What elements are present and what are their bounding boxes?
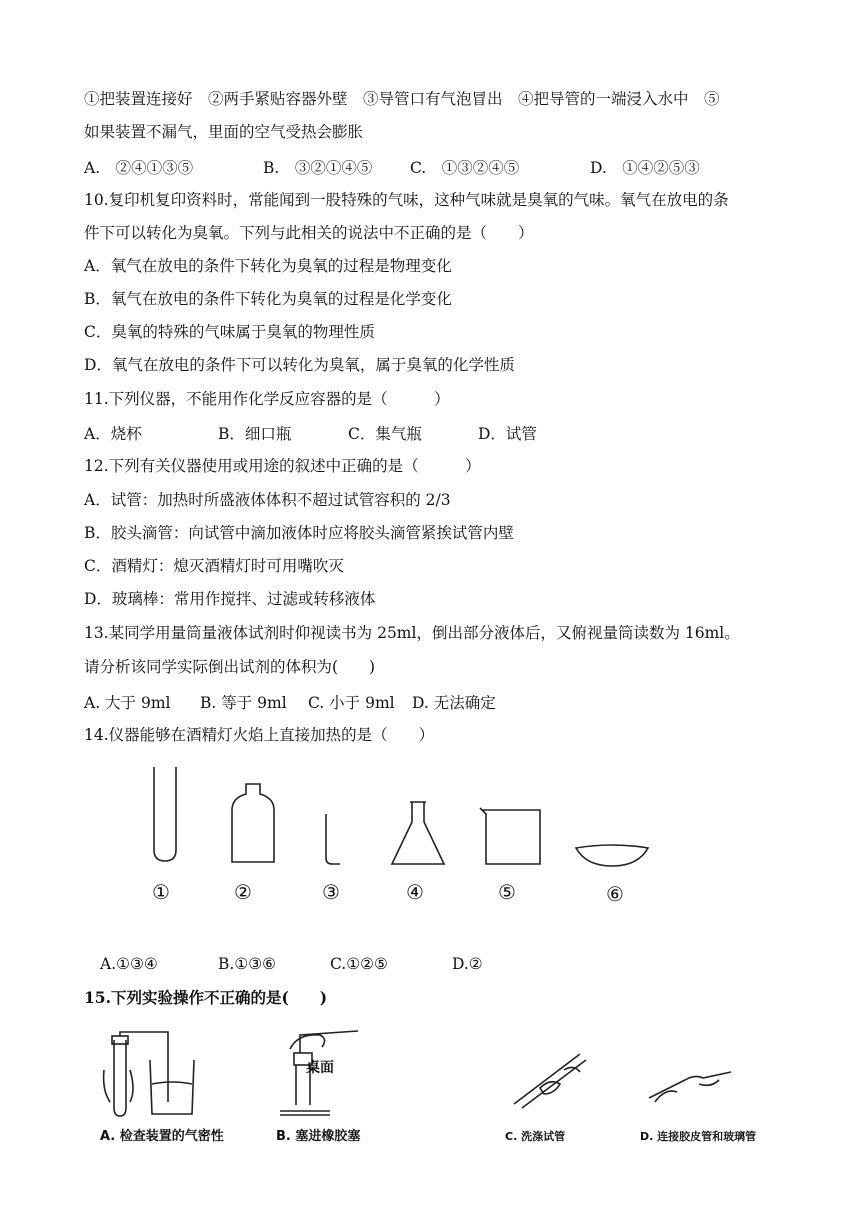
q12-stem: 12.下列有关仪器使用或用途的叙述中正确的是（ ）: [84, 457, 481, 475]
q15-caption-c: C. 洗涤试管: [505, 1130, 566, 1143]
q10-option-c: C．臭氧的特殊的气味属于臭氧的物理性质: [84, 323, 375, 341]
apparatus-label-6: ⑥: [606, 882, 624, 906]
q13-stem-line1: 13.某同学用量筒量液体试剂时仰视读书为 25ml，倒出部分液体后，又俯视量筒读数为 16ml。: [84, 624, 740, 642]
q12-option-b: B．胶头滴管：向试管中滴加液体时应将胶头滴管紧挨试管内壁: [84, 524, 514, 542]
q12-option-c: C．酒精灯：熄灭酒精灯时可用嘴吹灭: [84, 557, 344, 575]
q9-steps: ①把装置连接好 ②两手紧贴容器外壁 ③导管口有气泡冒出 ④把导管的一端浸入水中 ⑤: [84, 90, 720, 108]
q9-option-d: D. ①④②⑤③: [590, 159, 700, 177]
q11-option-c: C．集气瓶: [348, 425, 422, 443]
q14-option-a: A.①③④: [100, 955, 158, 973]
apparatus-label-4: ④: [406, 880, 424, 904]
apparatus-label-3: ③: [322, 880, 340, 904]
q10-option-b: B．氧气在放电的条件下转化为臭氧的过程是化学变化: [84, 290, 452, 308]
q14-option-d: D.②: [452, 955, 483, 973]
q9-option-b: B. ③②①④⑤: [263, 159, 373, 177]
apparatus-label-5: ⑤: [498, 880, 516, 904]
q10-stem-line2: 件下可以转化为臭氧。下列与此相关的说法中不正确的是（ ）: [84, 224, 534, 242]
q9-steps-cont: 如果装置不漏气，里面的空气受热会膨胀: [84, 123, 364, 141]
reagent-bottle-figure: [228, 782, 278, 867]
evaporating-dish-figure: [572, 838, 652, 868]
connect-tubes-figure: [645, 1058, 735, 1108]
q11-option-b: B．细口瓶: [218, 425, 292, 443]
q12-option-d: D．玻璃棒：常用作搅拌、过滤或转移液体: [84, 590, 376, 608]
q15-caption-a: A. 检查装置的气密性: [100, 1129, 224, 1144]
q10-option-d: D．氧气在放电的条件下可以转化为臭氧，属于臭氧的化学性质: [84, 356, 515, 374]
apparatus-label-1: ①: [152, 880, 170, 904]
q9-option-c: C. ①③②④⑤: [410, 159, 520, 177]
q12-option-a: A．试管：加热时所盛液体体积不超过试管容积的 2/3: [84, 491, 451, 509]
q14-option-c: C.①②⑤: [330, 955, 388, 973]
q15-caption-d: D. 连接胶皮管和玻璃管: [640, 1130, 757, 1143]
q11-option-d: D．试管: [478, 425, 537, 443]
q9-option-a: A. ②④①③⑤: [84, 159, 194, 177]
q14-stem: 14.仪器能够在酒精灯火焰上直接加热的是（ ）: [84, 726, 435, 744]
q15-caption-b: B. 塞进橡胶塞: [276, 1129, 361, 1144]
q14-option-b: B.①③⑥: [218, 955, 277, 973]
q13-option-d: D. 无法确定: [412, 694, 496, 712]
q13-option-a: A. 大于 9ml: [84, 694, 171, 712]
q10-stem-line1: 10.复印机复印资料时，常能闻到一股特殊的气味，这种气味就是臭氧的气味。氧气在放电的条: [84, 191, 729, 209]
airtightness-check-figure: [100, 1030, 200, 1120]
q15-stem: 15.下列实验操作不正确的是( ): [84, 988, 328, 1007]
q11-stem: 11.下列仪器，不能用作化学反应容器的是（ ）: [84, 390, 450, 408]
dropper-figure: [318, 810, 348, 870]
apparatus-label-2: ②: [234, 880, 252, 904]
test-tube-figure: [150, 765, 180, 865]
q10-option-a: A．氧气在放电的条件下转化为臭氧的过程是物理变化: [84, 257, 452, 275]
conical-flask-figure: [388, 800, 448, 870]
q11-option-a: A．烧杯: [84, 425, 142, 443]
q13-option-c: C. 小于 9ml: [308, 694, 395, 712]
beaker-figure: [478, 806, 548, 868]
q13-stem-line2: 请分析该同学实际倒出试剂的体积为( ): [84, 658, 376, 676]
wash-test-tube-figure: [510, 1048, 590, 1108]
q13-option-b: B. 等于 9ml: [200, 694, 287, 712]
desk-label: 桌面: [306, 1060, 334, 1076]
